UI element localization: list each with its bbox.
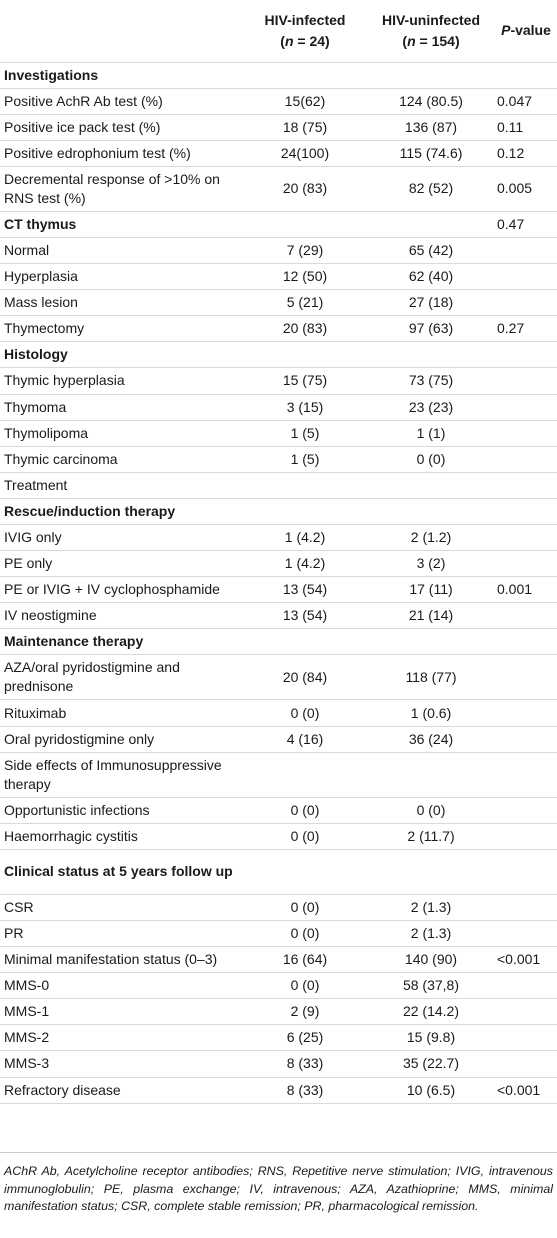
row-label: MMS-1 [0, 999, 243, 1025]
cell-hiv-infected [243, 62, 367, 88]
cell-hiv-uninfected: 0 (0) [367, 797, 495, 823]
table-row [0, 237, 557, 263]
cell-p-value: 0.27 [495, 316, 557, 342]
cell-hiv-infected: 20 (83) [243, 166, 367, 211]
row-label: Thymectomy [0, 316, 243, 342]
cell-hiv-uninfected: 17 (11) [367, 577, 495, 603]
table-row [0, 577, 557, 603]
cell-p-value [495, 655, 557, 700]
row-label: Minimal manifestation status (0–3) [0, 947, 243, 973]
table-row [0, 920, 557, 946]
cell-hiv-infected [243, 629, 367, 655]
cell-hiv-uninfected: 36 (24) [367, 726, 495, 752]
cell-hiv-infected: 20 (83) [243, 316, 367, 342]
cell-hiv-uninfected: 140 (90) [367, 947, 495, 973]
table-row [0, 999, 557, 1025]
row-label: Positive AchR Ab test (%) [0, 88, 243, 114]
cell-hiv-uninfected: 97 (63) [367, 316, 495, 342]
cell-p-value: 0.001 [495, 577, 557, 603]
table-row [0, 655, 557, 700]
cell-hiv-infected: 1 (5) [243, 420, 367, 446]
cell-hiv-uninfected: 2 (1.2) [367, 525, 495, 551]
table-row [0, 973, 557, 999]
cell-hiv-infected: 0 (0) [243, 797, 367, 823]
cell-p-value [495, 894, 557, 920]
row-label: Refractory disease [0, 1077, 243, 1103]
cell-p-value [495, 394, 557, 420]
row-label: Haemorrhagic cystitis [0, 823, 243, 849]
row-label: Thymolipoma [0, 420, 243, 446]
cell-hiv-uninfected [367, 498, 495, 524]
cell-hiv-infected: 1 (4.2) [243, 525, 367, 551]
cell-p-value [495, 999, 557, 1025]
cell-p-value [495, 237, 557, 263]
cell-p-value: 0.005 [495, 166, 557, 211]
table-row [0, 797, 557, 823]
table-row [0, 290, 557, 316]
cell-p-value [495, 342, 557, 368]
row-label: MMS-2 [0, 1025, 243, 1051]
cell-hiv-infected: 16 (64) [243, 947, 367, 973]
cell-p-value: <0.001 [495, 947, 557, 973]
cell-hiv-infected: 13 (54) [243, 603, 367, 629]
cell-hiv-uninfected: 23 (23) [367, 394, 495, 420]
cell-hiv-infected: 12 (50) [243, 264, 367, 290]
row-label: Thymic hyperplasia [0, 368, 243, 394]
row-label: Normal [0, 237, 243, 263]
cell-hiv-uninfected: 35 (22.7) [367, 1051, 495, 1077]
table-row [0, 1025, 557, 1051]
cell-hiv-uninfected: 21 (14) [367, 603, 495, 629]
header-hiv-uninfected-title: HIV-uninfected [381, 11, 480, 28]
cell-hiv-infected: 0 (0) [243, 920, 367, 946]
section-row [0, 342, 557, 368]
table-row [0, 726, 557, 752]
cell-hiv-infected: 1 (5) [243, 446, 367, 472]
cell-p-value [495, 368, 557, 394]
row-label: Clinical status at 5 years follow up [0, 849, 243, 894]
cell-hiv-uninfected: 58 (37,8) [367, 973, 495, 999]
row-label: CSR [0, 894, 243, 920]
cell-hiv-uninfected [367, 472, 495, 498]
cell-hiv-uninfected: 1 (1) [367, 420, 495, 446]
row-label: Treatment [0, 472, 243, 498]
cell-hiv-uninfected [367, 752, 495, 797]
cell-p-value [495, 752, 557, 797]
table-row [0, 166, 557, 211]
cell-hiv-uninfected: 73 (75) [367, 368, 495, 394]
cell-hiv-uninfected [367, 629, 495, 655]
header-hiv-infected [243, 0, 367, 62]
cell-hiv-infected: 7 (29) [243, 237, 367, 263]
section-row [0, 629, 557, 655]
header-label-col [0, 0, 243, 62]
row-label: Hyperplasia [0, 264, 243, 290]
cell-hiv-infected: 1 (4.2) [243, 551, 367, 577]
table-row [0, 446, 557, 472]
section-row [0, 62, 557, 88]
row-label: Opportunistic infections [0, 797, 243, 823]
cell-hiv-uninfected: 124 (80.5) [367, 88, 495, 114]
cell-hiv-infected: 0 (0) [243, 894, 367, 920]
table-row [0, 700, 557, 726]
table-row [0, 1077, 557, 1103]
table-row [0, 603, 557, 629]
cell-hiv-infected: 6 (25) [243, 1025, 367, 1051]
cell-hiv-uninfected: 2 (1.3) [367, 920, 495, 946]
row-label: Positive edrophonium test (%) [0, 140, 243, 166]
cell-hiv-uninfected [367, 62, 495, 88]
cell-hiv-uninfected: 2 (1.3) [367, 894, 495, 920]
header-p-value: P-value [495, 0, 557, 62]
cell-p-value: 0.12 [495, 140, 557, 166]
cell-hiv-infected [243, 211, 367, 237]
cell-hiv-uninfected [367, 342, 495, 368]
cell-hiv-uninfected: 27 (18) [367, 290, 495, 316]
cell-hiv-uninfected: 3 (2) [367, 551, 495, 577]
cell-p-value [495, 603, 557, 629]
cell-hiv-uninfected [367, 211, 495, 237]
cell-hiv-infected: 20 (84) [243, 655, 367, 700]
table-header [0, 0, 557, 62]
cell-hiv-uninfected: 65 (42) [367, 237, 495, 263]
table-row [0, 947, 557, 973]
cell-hiv-infected: 13 (54) [243, 577, 367, 603]
cell-p-value [495, 264, 557, 290]
cell-hiv-uninfected: 10 (6.5) [367, 1077, 495, 1103]
cell-p-value: <0.001 [495, 1077, 557, 1103]
table-row [0, 551, 557, 577]
row-label: MMS-3 [0, 1051, 243, 1077]
cell-p-value: 0.47 [495, 211, 557, 237]
row-label: PE or IVIG + IV cyclophosphamide [0, 577, 243, 603]
row-label: Oral pyridostigmine only [0, 726, 243, 752]
table-footnote: AChR Ab, Acetylcholine receptor antibodies; RNS, Repetitive nerve stimulation; IVIG, intravenous immunoglobulin; PE, plasma exchange; IV, intravenous; AZA, Azathioprine; MMS, minimal manifestation status; CSR, complete stable remission; PR, pharmacological remission. [0, 1152, 557, 1216]
cell-hiv-uninfected: 62 (40) [367, 264, 495, 290]
header-hiv-infected-title: HIV-infected [264, 11, 346, 28]
table-row [0, 420, 557, 446]
cell-hiv-infected: 18 (75) [243, 114, 367, 140]
cell-p-value [495, 446, 557, 472]
row-label: Side effects of Immunosuppressive therapy [0, 752, 243, 797]
cell-p-value [495, 290, 557, 316]
table-row [0, 264, 557, 290]
cell-hiv-infected: 0 (0) [243, 973, 367, 999]
row-label: PE only [0, 551, 243, 577]
cell-hiv-infected: 0 (0) [243, 700, 367, 726]
cell-hiv-uninfected: 136 (87) [367, 114, 495, 140]
cell-hiv-infected [243, 472, 367, 498]
cell-p-value [495, 420, 557, 446]
cell-hiv-uninfected: 15 (9.8) [367, 1025, 495, 1051]
table-row [0, 114, 557, 140]
table-row [0, 394, 557, 420]
cell-p-value [495, 1025, 557, 1051]
cell-hiv-infected: 3 (15) [243, 394, 367, 420]
cell-p-value [495, 700, 557, 726]
row-label: Decremental response of >10% on RNS test (%) [0, 166, 243, 211]
table-row [0, 316, 557, 342]
cell-p-value [495, 823, 557, 849]
cell-p-value [495, 726, 557, 752]
row-label: Thymoma [0, 394, 243, 420]
row-label: Histology [0, 342, 243, 368]
cell-p-value [495, 920, 557, 946]
cell-hiv-uninfected: 1 (0.6) [367, 700, 495, 726]
cell-hiv-uninfected: 118 (77) [367, 655, 495, 700]
row-label: CT thymus [0, 211, 243, 237]
row-label: PR [0, 920, 243, 946]
table-row [0, 472, 557, 498]
cell-p-value [495, 629, 557, 655]
cell-hiv-infected: 15(62) [243, 88, 367, 114]
cell-p-value [495, 849, 557, 894]
row-label: Positive ice pack test (%) [0, 114, 243, 140]
cell-hiv-infected: 0 (0) [243, 823, 367, 849]
cell-hiv-infected: 4 (16) [243, 726, 367, 752]
row-label: IV neostigmine [0, 603, 243, 629]
cell-p-value [495, 525, 557, 551]
cell-p-value [495, 472, 557, 498]
cell-p-value [495, 551, 557, 577]
header-hiv-uninfected-n: (n = 154) [402, 32, 460, 49]
cell-p-value [495, 1051, 557, 1077]
row-label: Investigations [0, 62, 243, 88]
cell-p-value [495, 797, 557, 823]
cell-hiv-infected: 24(100) [243, 140, 367, 166]
cell-hiv-uninfected: 2 (11.7) [367, 823, 495, 849]
table-body [0, 62, 557, 1103]
table-row [0, 894, 557, 920]
header-hiv-uninfected [367, 0, 495, 62]
table-row [0, 368, 557, 394]
section-row [0, 211, 557, 237]
row-label: MMS-0 [0, 973, 243, 999]
row-label: Rituximab [0, 700, 243, 726]
cell-hiv-infected: 5 (21) [243, 290, 367, 316]
header-hiv-infected-n: (n = 24) [280, 32, 330, 49]
cell-p-value [495, 498, 557, 524]
cell-hiv-uninfected: 22 (14.2) [367, 999, 495, 1025]
table-row [0, 140, 557, 166]
row-label: Thymic carcinoma [0, 446, 243, 472]
row-label: AZA/oral pyridostigmine and prednisone [0, 655, 243, 700]
cell-p-value [495, 62, 557, 88]
section-row [0, 849, 557, 894]
cell-hiv-infected [243, 342, 367, 368]
table-row [0, 525, 557, 551]
cell-hiv-uninfected [367, 849, 495, 894]
table-row [0, 1051, 557, 1077]
cell-hiv-infected [243, 498, 367, 524]
cell-hiv-infected [243, 849, 367, 894]
table-row [0, 752, 557, 797]
cell-hiv-infected: 2 (9) [243, 999, 367, 1025]
cell-hiv-uninfected: 0 (0) [367, 446, 495, 472]
cell-p-value [495, 973, 557, 999]
cell-hiv-uninfected: 115 (74.6) [367, 140, 495, 166]
table-row [0, 823, 557, 849]
row-label: IVIG only [0, 525, 243, 551]
row-label: Mass lesion [0, 290, 243, 316]
cell-hiv-infected: 15 (75) [243, 368, 367, 394]
cell-p-value: 0.047 [495, 88, 557, 114]
cell-hiv-infected [243, 752, 367, 797]
row-label: Maintenance therapy [0, 629, 243, 655]
cell-p-value: 0.11 [495, 114, 557, 140]
cell-hiv-uninfected: 82 (52) [367, 166, 495, 211]
section-row [0, 498, 557, 524]
cell-hiv-infected: 8 (33) [243, 1051, 367, 1077]
row-label: Rescue/induction therapy [0, 498, 243, 524]
cell-hiv-infected: 8 (33) [243, 1077, 367, 1103]
table-row [0, 88, 557, 114]
